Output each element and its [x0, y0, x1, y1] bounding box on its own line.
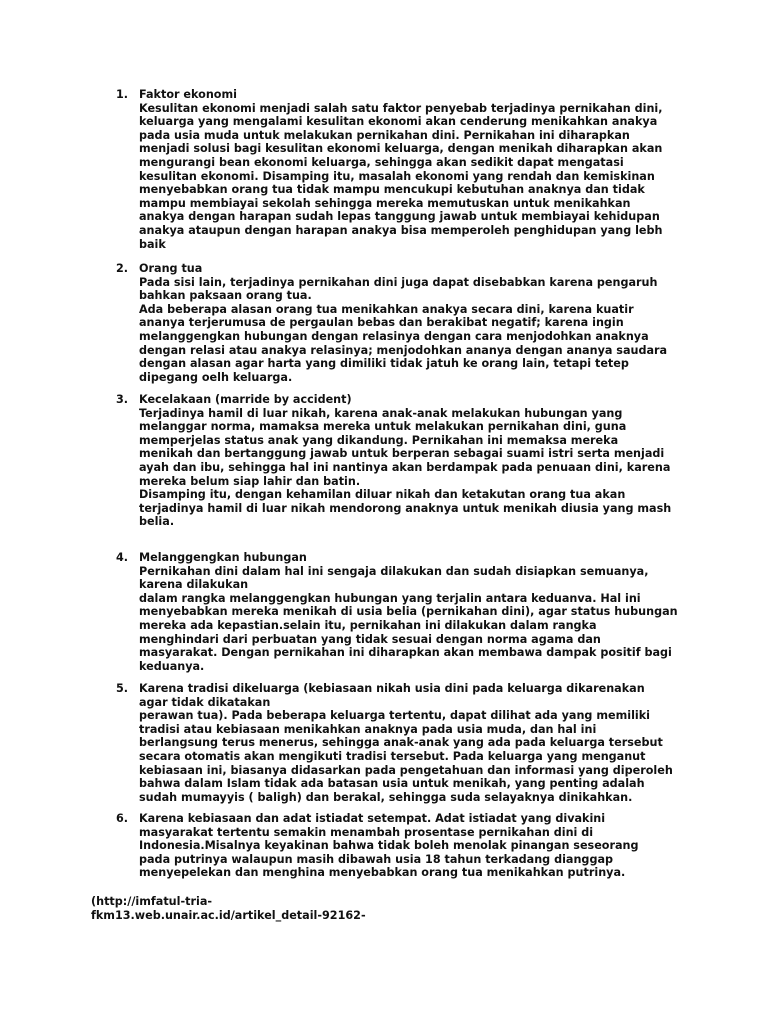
text-line: karena dilakukan [139, 578, 249, 592]
list-number: 6. [116, 812, 129, 825]
text-line: Terjadinya hamil di luar nikah, karena anak-anak melakukan hubungan yang [139, 406, 623, 420]
list-number: 5. [116, 682, 129, 695]
text-line: secara otomatis akan mengikuti tradisi tersebut. Pada keluarga yang menganut [139, 749, 646, 763]
text-line: keduanya. [139, 659, 205, 673]
list-item-text [139, 551, 699, 673]
text-line: berlangsung terus menerus, sehingga anak-anak yang ada pada keluarga tersebut [139, 736, 663, 750]
list-item-text [139, 88, 699, 251]
text-line: Pada sisi lain, terjadinya pernikahan dini juga dapat disebabkan karena pengaruh [139, 275, 658, 289]
text-line: mengurangi bean ekonomi keluarga, sehingga akan sedikit dapat mengatasi [139, 155, 624, 169]
item-heading: Orang tua [139, 262, 203, 275]
text-line: dalam rangka melanggengkan hubungan yang terjalin antara keduanva. Hal ini [139, 591, 641, 605]
text-line: anakya ataupun dengan harapan anakya bisa memperoleh penghidupan yang lebh [139, 223, 663, 237]
source-citation [91, 895, 366, 922]
text-line: kesulitan ekonomi. Disamping itu, masalah ekonomi yang rendah dan kemiskinan [139, 169, 655, 183]
list-item-text [139, 393, 699, 529]
text-line: dengan alasan agar harta yang dimiliki tidak jatuh ke orang lain, tetapi tetep [139, 357, 629, 371]
text-line: menikah dan bertanggung jawab untuk berperan sebagai suami istri serta menjadi [139, 447, 665, 461]
text-line: Indonesia.Misalnya keyakinan bahwa tidak boleh menolak pinangan seseorang [139, 839, 639, 853]
list-item-text [139, 682, 699, 804]
text-line: Ada beberapa alasan orang tua menikahkan anakya secara dini, karena kuatir [139, 302, 634, 316]
text-line: mereka ada kepastian.selain itu, pernikahan ini dilakukan dalam rangka [139, 618, 597, 632]
text-line: Pernikahan dini dalam hal ini sengaja dilakukan dan sudah disiapkan semuanya, [139, 564, 649, 578]
text-line: melanggar norma, mamaksa mereka untuk melakukan pernikahan dini, guna [139, 420, 627, 434]
text-line: terjadinya hamil di luar nikah mendorong anaknya untuk menikah diusia yang mash [139, 501, 672, 515]
text-line: ayah dan ibu, sehingga hal ini nantinya akan berdampak pada penuaan dini, karena [139, 460, 671, 474]
list-item-text [139, 812, 699, 880]
list-number: 4. [116, 551, 129, 564]
text-line: kebiasaan ini, biasanya didasarkan pada pengetahuan dan informasi yang diperoleh [139, 763, 673, 777]
item-heading: Kecelakaan (marride by accident) [139, 393, 352, 406]
text-line: bahwa dalam Islam tidak ada batasan usia untuk menikah, yang penting adalah [139, 777, 645, 791]
text-line: pada putrinya walaupun masih dibawah usia 18 tahun terkadang dianggap [139, 852, 614, 866]
text-line: baik [139, 237, 166, 251]
text-line: dipegang oelh keluarga. [139, 370, 293, 384]
text-line: mereka belum siap lahir dan batin. [139, 474, 361, 488]
text-line: sudah mumayyis ( baligh) dan berakal, sehingga suda selayaknya dinikahkan. [139, 790, 633, 804]
text-line: Kesulitan ekonomi menjadi salah satu faktor penyebab terjadinya pernikahan dini, [139, 101, 663, 115]
list-number: 1. [116, 88, 129, 101]
list-item-text [139, 262, 699, 384]
text-line: menyebabkan orang tua tidak mampu mencukupi kebutuhan anaknya dan tidak [139, 183, 645, 197]
text-line: masyarakat. Dengan pernikahan ini diharapkan akan membawa dampak positif bagi [139, 646, 672, 660]
source-url-line: (http://imfatul-tria- [91, 895, 213, 908]
list-number: 3. [116, 393, 129, 406]
item-heading: Faktor ekonomi [139, 88, 237, 101]
item-heading: Karena tradisi dikeluarga (kebiasaan nikah usia dini pada keluarga dikarenakan [139, 682, 645, 695]
item-heading: Melanggengkan hubungan [139, 551, 307, 564]
text-line: belia. [139, 515, 175, 529]
text-line: dengan relasi atau anakya relasinya; menjodohkan ananya dengan ananya saudara [139, 343, 668, 357]
text-line: anakya dengan harapan sudah lepas tanggung jawab untuk membiayai kehidupan [139, 210, 660, 224]
text-line: menjadi solusi bagi kesulitan ekonomi keluarga, dengan menikah diharapkan akan [139, 142, 663, 156]
text-line: agar tidak dikatakan [139, 695, 271, 709]
text-line: menyebabkan mereka menikah di usia belia (pernikahan dini), agar status hubungan [139, 605, 678, 619]
text-line: tradisi atau kebiasaan menikahkan anaknya pada usia muda, dan hal ini [139, 722, 597, 736]
text-line: ananya terjerumusa de pergaulan bebas dan berakibat negatif; karena ingin [139, 316, 624, 330]
text-line: perawan tua). Pada beberapa keluarga tertentu, dapat dilihat ada yang memiliki [139, 709, 651, 723]
item-heading: Karena kebiasaan dan adat istiadat setempat. Adat istiadat yang divakini [139, 812, 606, 825]
text-line: mampu membiayai sekolah sehingga mereka memutuskan untuk menikahkan [139, 196, 631, 210]
text-line: masyarakat tertentu semakin menambah prosentase pernikahan dini di [139, 825, 594, 839]
text-line: menghindari dari perbuatan yang tidak sesuai dengan norma agama dan [139, 632, 601, 646]
text-line: bahkan paksaan orang tua. [139, 289, 312, 303]
text-line: melanggengkan hubungan dengan relasinya dengan cara menjodohkan anaknya [139, 329, 649, 343]
list-number: 2. [116, 262, 129, 275]
source-url-line: fkm13.web.unair.ac.id/artikel_detail-92162- [91, 908, 366, 922]
text-line: memperjelas status anak yang dikandung. Pernikahan ini memaksa mereka [139, 433, 619, 447]
text-line: pada usia muda untuk melakukan pernikahan dini. Pernikahan ini diharapkan [139, 128, 630, 142]
text-line: Disamping itu, dengan kehamilan diluar nikah dan ketakutan orang tua akan [139, 488, 626, 502]
text-line: menyepelekan dan menghina menyebabkan orang tua menikahkan putrinya. [139, 866, 626, 880]
text-line: keluarga yang mengalami kesulitan ekonomi akan cenderung menikahkan anakya [139, 115, 658, 129]
